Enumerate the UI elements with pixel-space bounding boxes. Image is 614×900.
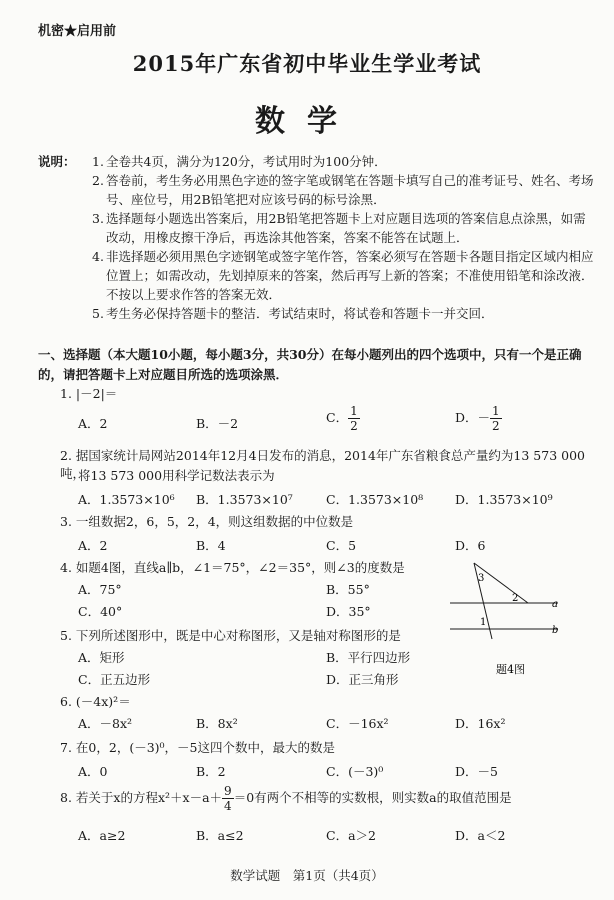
option: D．－ $\frac{1}{2}$ xyxy=(455,404,500,433)
angle-1-label: 1 xyxy=(480,617,487,628)
section-heading: 一、选择题（本大题10小题，每小题3分，共30分）在每小题列出的四个选项中，只有一个是正确的，请把答题卡上对应题目所选的选项涂黑． xyxy=(38,347,582,382)
option: D．a＜2 xyxy=(455,828,506,843)
option: D．16x² xyxy=(455,716,506,731)
angle-3-label: 3 xyxy=(478,573,485,584)
question-4: 4. 如题4图，直线a∥b，∠1＝75°，∠2＝35°，则∠3的度数是 xyxy=(60,560,405,575)
figure-caption: 题4图 xyxy=(496,663,525,676)
instructions-label: 说明： xyxy=(38,154,76,169)
subject-title: 数学 xyxy=(255,104,359,139)
option: A．1.3573×10⁶ xyxy=(78,492,175,507)
line-a-label: a xyxy=(552,599,558,610)
question-2-line2: 将13 573 000用科学记数法表示为 xyxy=(78,468,275,483)
option: A．矩形 xyxy=(78,650,125,665)
option: B．1.3573×10⁷ xyxy=(196,492,293,507)
option: C．40° xyxy=(78,604,123,619)
option: A．2 xyxy=(78,416,108,431)
question-1: 1. |－2|＝ xyxy=(60,386,118,401)
option: B．a≤2 xyxy=(196,828,244,843)
instruction-item: 2. 答卷前，考生务必用黑色字迹的签字笔或钢笔在答题卡填写自己的准考证号、姓名、考场号、座位号，用2B铅笔把对应该号码的标号涂黑． xyxy=(92,173,594,207)
option: B．55° xyxy=(326,582,370,597)
instruction-item: 5. 考生务必保持答题卡的整洁．考试结束时，将试卷和答题卡一并交回． xyxy=(92,306,494,321)
option: C．1.3573×10⁸ xyxy=(326,492,424,507)
option: D．－5 xyxy=(455,764,498,779)
option: C． $\frac{1}{2}$ xyxy=(326,404,358,433)
option: D．35° xyxy=(326,604,371,619)
line-b-label: b xyxy=(552,625,559,636)
question-8: 8. 若关于x的方程x²＋x－a＋ $\frac{9}{4}$ ＝0有两个不相等的实数根，则实数a的取值范围是 xyxy=(60,784,512,813)
instruction-item: 4. 非选择题必须用黑色字迹钢笔或签字笔作答，答案必须写在答题卡各题目指定区域内相应位置上；如需改动，先划掉原来的答案，然后再写上新的答案；不准使用铅笔和涂改液．不按以上要求作答的答案无效． xyxy=(92,249,594,302)
fraction: $\frac{1}{2}$ xyxy=(350,404,358,433)
option: A．0 xyxy=(78,764,108,779)
question-6: 6. (－4x)²＝ xyxy=(60,694,131,709)
option: D．1.3573×10⁹ xyxy=(455,492,553,507)
option: C．－16x² xyxy=(326,716,389,731)
question-3: 3. 一组数据2，6，5，2，4，则这组数据的中位数是 xyxy=(60,514,354,529)
fraction: $\frac{1}{2}$ xyxy=(492,404,500,433)
instruction-item: 3. 选择题每小题选出答案后，用2B铅笔把答题卡上对应题目选项的答案信息点涂黑，如需改动，用橡皮擦干净后，再选涂其他答案，答案不能答在试题上． xyxy=(92,211,586,245)
instruction-item: 1. 全卷共4页，满分为120分，考试用时为100分钟． xyxy=(92,154,387,169)
option: C．a＞2 xyxy=(326,828,376,843)
option: C．(－3)⁰ xyxy=(326,764,384,779)
option: B．2 xyxy=(196,764,226,779)
confidential-label: 机密★启用前 xyxy=(38,24,117,39)
option: B．4 xyxy=(196,538,226,553)
option: A．2 xyxy=(78,538,108,553)
option: A．－8x² xyxy=(78,716,133,731)
question-7: 7. 在0，2，(－3)⁰，－5这四个数中，最大的数是 xyxy=(60,740,335,755)
option: D．6 xyxy=(455,538,486,553)
option: C．正五边形 xyxy=(78,672,151,687)
option: B．－2 xyxy=(196,416,239,431)
option: D．正三角形 xyxy=(326,672,399,687)
option: B．平行四边形 xyxy=(326,650,411,665)
fraction: $\frac{9}{4}$ xyxy=(224,784,232,813)
instructions xyxy=(38,152,598,323)
exam-title: 2015年广东省初中毕业生学业考试 xyxy=(132,51,482,76)
question-5: 5. 下列所述图形中，既是中心对称图形，又是轴对称图形的是 xyxy=(60,628,401,643)
option: A．75° xyxy=(78,582,122,597)
angle-2-label: 2 xyxy=(512,593,519,604)
page-footer: 数学试题 第1页（共4页） xyxy=(230,868,384,883)
option: A．a≥2 xyxy=(78,828,126,843)
option: B．8x² xyxy=(196,716,238,731)
option: C．5 xyxy=(326,538,357,553)
geometry-figure xyxy=(440,555,570,690)
question-2: 2. 据国家统计局网站2014年12月4日发布的消息，2014年广东省粮食总产量约为13 573 000吨， xyxy=(60,448,585,481)
